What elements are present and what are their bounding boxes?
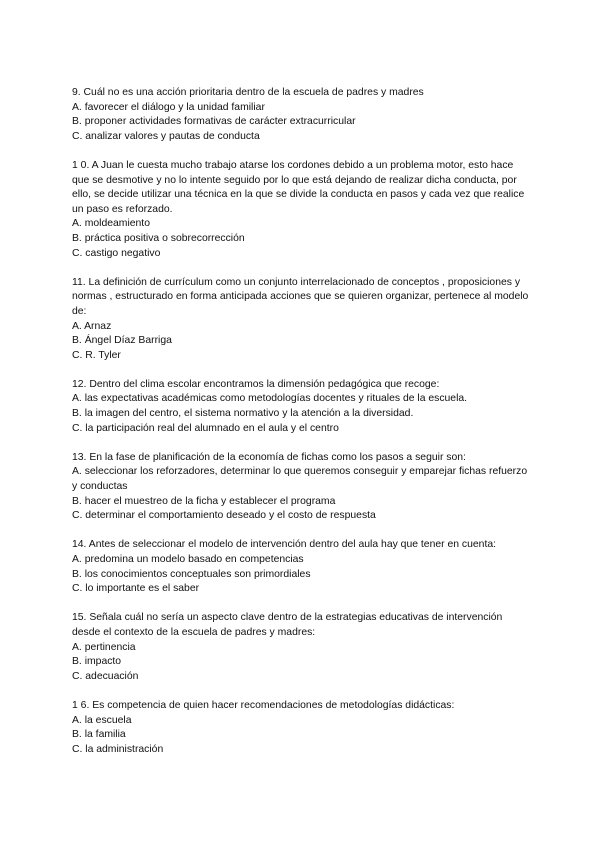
option-a: A. favorecer el diálogo y la unidad familiar — [72, 101, 265, 113]
option-c: C. la administración — [72, 743, 164, 755]
question-stem: 15. Señala cuál no sería un aspecto clave dentro de la estrategias educativas de intervención desde el contexto de la escuela de padres y madres: — [72, 612, 503, 638]
option-b: B. hacer el muestreo de la ficha y establecer el programa — [72, 495, 336, 507]
option-a: A. seleccionar los reforzadores, determinar lo que queremos conseguir y emparejar fichas refuerzo y conductas — [72, 466, 528, 493]
question-10 — [72, 159, 532, 261]
option-c: C. castigo negativo — [72, 247, 161, 259]
option-c: C. lo importante es el saber — [72, 583, 200, 595]
question-stem: 13. En la fase de planificación de la economía de fichas como los pasos a seguir son: — [72, 451, 466, 463]
option-b: B. proponer actividades formativas de carácter extracurricular — [72, 116, 356, 128]
question-12 — [72, 378, 532, 436]
question-stem: 11. La definición de currículum como un conjunto interrelacionado de conceptos , proposiciones y normas , estructurado en forma anticipada acciones que se quieren organizar, pertenece al modelo de: — [72, 276, 529, 317]
option-b: B. impacto — [72, 656, 122, 668]
question-13 — [72, 451, 532, 524]
question-9 — [72, 86, 532, 144]
question-16 — [72, 699, 532, 757]
option-c: C. determinar el comportamiento deseado y el costo de respuesta — [72, 510, 376, 522]
option-a: A. predomina un modelo basado en competencias — [72, 554, 304, 565]
document-page — [72, 86, 532, 772]
question-stem: 12. Dentro del clima escolar encontramos la dimensión pedagógica que recoge: — [72, 378, 440, 390]
option-a: A. la escuela — [72, 714, 132, 726]
option-b: B. la familia — [72, 729, 126, 741]
question-stem: 1 0. A Juan le cuesta mucho trabajo atarse los cordones debido a un problema motor, esto hace que se desmotive y no lo intente seguido por lo que está dejando de realizar dicha conducta, por ello, se decide utilizar una técnica en la que se divide la conducta en pasos y cada vez que realice un paso es reforzado. — [72, 159, 525, 215]
option-c: C. R. Tyler — [72, 349, 121, 361]
option-b: B. Ángel Díaz Barriga — [72, 335, 172, 347]
option-c: C. adecuación — [72, 670, 139, 682]
option-a: A. pertinencia — [72, 641, 136, 653]
option-c: C. la participación real del alumnado en el aula y el centro — [72, 422, 339, 434]
question-stem: 14. Antes de seleccionar el modelo de intervención dentro del aula hay que tener en cuenta: — [72, 539, 496, 551]
question-14 — [72, 538, 532, 596]
question-stem: 9. Cuál no es una acción prioritaria dentro de la escuela de padres y madres — [72, 87, 424, 98]
option-b: B. la imagen del centro, el sistema normativo y la atención a la diversidad. — [72, 408, 414, 420]
option-b: B. práctica positiva o sobrecorrección — [72, 232, 245, 244]
option-b: B. los conocimientos conceptuales son primordiales — [72, 568, 311, 580]
option-a: A. Arnaz — [72, 320, 112, 332]
option-a: A. las expectativas académicas como metodologías docentes y rituales de la escuela. — [72, 393, 468, 405]
question-11 — [72, 276, 532, 364]
question-15 — [72, 611, 532, 684]
question-stem: 1 6. Es competencia de quien hacer recomendaciones de metodologías didácticas: — [72, 699, 455, 711]
option-a: A. moldeamiento — [72, 218, 150, 230]
option-c: C. analizar valores y pautas de conducta — [72, 130, 260, 142]
